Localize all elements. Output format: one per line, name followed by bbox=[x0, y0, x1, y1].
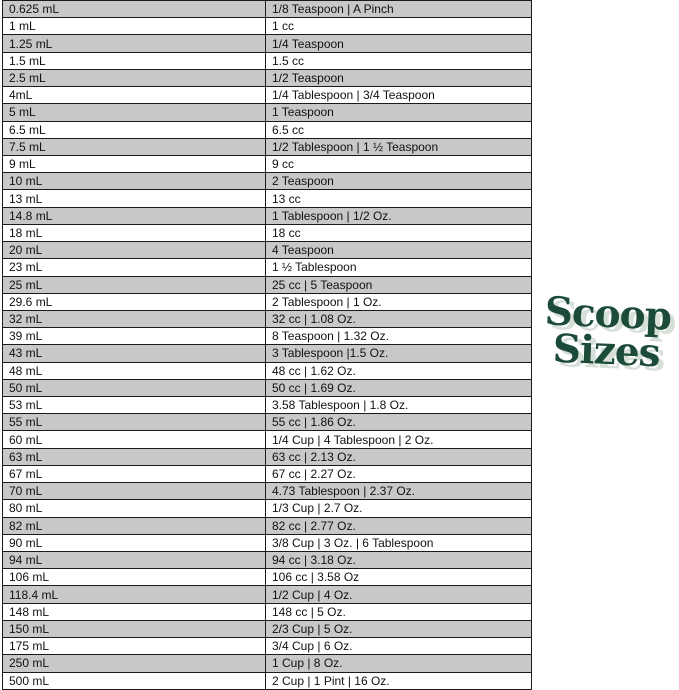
ml-cell: 6.5 mL bbox=[3, 121, 266, 138]
table-row bbox=[3, 259, 532, 276]
equivalent-cell: 3/8 Cup | 3 Oz. | 6 Tablespoon bbox=[266, 534, 532, 551]
logo-line-2: Sizes bbox=[551, 326, 661, 377]
ml-cell: 500 mL bbox=[3, 672, 266, 689]
table-row bbox=[3, 35, 532, 52]
table-row bbox=[3, 500, 532, 517]
equivalent-cell: 1 Tablespoon | 1/2 Oz. bbox=[266, 207, 532, 224]
equivalent-cell: 1 cc bbox=[266, 18, 532, 35]
ml-cell: 13 mL bbox=[3, 190, 266, 207]
equivalent-cell: 148 cc | 5 Oz. bbox=[266, 603, 532, 620]
table-row bbox=[3, 431, 532, 448]
ml-cell: 106 mL bbox=[3, 569, 266, 586]
equivalent-cell: 1/8 Teaspoon | A Pinch bbox=[266, 1, 532, 18]
conversion-table-body bbox=[3, 1, 532, 690]
ml-cell: 50 mL bbox=[3, 379, 266, 396]
ml-cell: 39 mL bbox=[3, 328, 266, 345]
ml-cell: 63 mL bbox=[3, 448, 266, 465]
ml-cell: 175 mL bbox=[3, 638, 266, 655]
ml-cell: 10 mL bbox=[3, 173, 266, 190]
equivalent-cell: 1/2 Cup | 4 Oz. bbox=[266, 586, 532, 603]
equivalent-cell: 4 Teaspoon bbox=[266, 242, 532, 259]
equivalent-cell: 106 cc | 3.58 Oz bbox=[266, 569, 532, 586]
table-row bbox=[3, 379, 532, 396]
table-row bbox=[3, 1, 532, 18]
ml-cell: 82 mL bbox=[3, 517, 266, 534]
ml-cell: 60 mL bbox=[3, 431, 266, 448]
table-row bbox=[3, 517, 532, 534]
equivalent-cell: 9 cc bbox=[266, 155, 532, 172]
table-row bbox=[3, 483, 532, 500]
ml-cell: 94 mL bbox=[3, 552, 266, 569]
table-row bbox=[3, 638, 532, 655]
equivalent-cell: 94 cc | 3.18 Oz. bbox=[266, 552, 532, 569]
logo-line-1: Scoop bbox=[543, 288, 672, 340]
table-row bbox=[3, 603, 532, 620]
equivalent-cell: 13 cc bbox=[266, 190, 532, 207]
table-row bbox=[3, 310, 532, 327]
table-row bbox=[3, 448, 532, 465]
equivalent-cell: 1.5 cc bbox=[266, 52, 532, 69]
ml-cell: 32 mL bbox=[3, 310, 266, 327]
equivalent-cell: 1 Teaspoon bbox=[266, 104, 532, 121]
table-row bbox=[3, 672, 532, 689]
conversion-table bbox=[2, 0, 532, 690]
table-row bbox=[3, 121, 532, 138]
ml-cell: 9 mL bbox=[3, 155, 266, 172]
table-row bbox=[3, 207, 532, 224]
table-row bbox=[3, 173, 532, 190]
equivalent-cell: 3/4 Cup | 6 Oz. bbox=[266, 638, 532, 655]
ml-cell: 67 mL bbox=[3, 465, 266, 482]
equivalent-cell: 25 cc | 5 Teaspoon bbox=[266, 276, 532, 293]
equivalent-cell: 18 cc bbox=[266, 224, 532, 241]
ml-cell: 14.8 mL bbox=[3, 207, 266, 224]
ml-cell: 7.5 mL bbox=[3, 138, 266, 155]
ml-cell: 148 mL bbox=[3, 603, 266, 620]
equivalent-cell: 67 cc | 2.27 Oz. bbox=[266, 465, 532, 482]
table-row bbox=[3, 52, 532, 69]
ml-cell: 55 mL bbox=[3, 414, 266, 431]
equivalent-cell: 48 cc | 1.62 Oz. bbox=[266, 362, 532, 379]
table-row bbox=[3, 104, 532, 121]
equivalent-cell: 1 Cup | 8 Oz. bbox=[266, 655, 532, 672]
equivalent-cell: 4.73 Tablespoon | 2.37 Oz. bbox=[266, 483, 532, 500]
ml-cell: 150 mL bbox=[3, 620, 266, 637]
table-row bbox=[3, 465, 532, 482]
ml-cell: 5 mL bbox=[3, 104, 266, 121]
equivalent-cell: 1/2 Teaspoon bbox=[266, 69, 532, 86]
ml-cell: 23 mL bbox=[3, 259, 266, 276]
equivalent-cell: 1/4 Tablespoon | 3/4 Teaspoon bbox=[266, 87, 532, 104]
table-row bbox=[3, 655, 532, 672]
equivalent-cell: 3.58 Tablespoon | 1.8 Oz. bbox=[266, 397, 532, 414]
ml-cell: 18 mL bbox=[3, 224, 266, 241]
equivalent-cell: 55 cc | 1.86 Oz. bbox=[266, 414, 532, 431]
equivalent-cell: 2/3 Cup | 5 Oz. bbox=[266, 620, 532, 637]
table-row bbox=[3, 397, 532, 414]
table-row bbox=[3, 293, 532, 310]
equivalent-cell: 50 cc | 1.69 Oz. bbox=[266, 379, 532, 396]
table-row bbox=[3, 345, 532, 362]
ml-cell: 90 mL bbox=[3, 534, 266, 551]
ml-cell: 1.5 mL bbox=[3, 52, 266, 69]
conversion-table-wrap bbox=[2, 0, 532, 690]
ml-cell: 0.625 mL bbox=[3, 1, 266, 18]
ml-cell: 80 mL bbox=[3, 500, 266, 517]
equivalent-cell: 82 cc | 2.77 Oz. bbox=[266, 517, 532, 534]
table-row bbox=[3, 138, 532, 155]
equivalent-cell: 32 cc | 1.08 Oz. bbox=[266, 310, 532, 327]
table-row bbox=[3, 18, 532, 35]
table-row bbox=[3, 552, 532, 569]
ml-cell: 43 mL bbox=[3, 345, 266, 362]
ml-cell: 250 mL bbox=[3, 655, 266, 672]
table-row bbox=[3, 69, 532, 86]
table-row bbox=[3, 534, 532, 551]
ml-cell: 1 mL bbox=[3, 18, 266, 35]
ml-cell: 1.25 mL bbox=[3, 35, 266, 52]
scoop-sizes-logo bbox=[532, 288, 679, 377]
ml-cell: 2.5 mL bbox=[3, 69, 266, 86]
ml-cell: 53 mL bbox=[3, 397, 266, 414]
equivalent-cell: 1/3 Cup | 2.7 Oz. bbox=[266, 500, 532, 517]
equivalent-cell: 3 Tablespoon |1.5 Oz. bbox=[266, 345, 532, 362]
table-row bbox=[3, 190, 532, 207]
equivalent-cell: 2 Tablespoon | 1 Oz. bbox=[266, 293, 532, 310]
ml-cell: 118.4 mL bbox=[3, 586, 266, 603]
equivalent-cell: 63 cc | 2.13 Oz. bbox=[266, 448, 532, 465]
table-row bbox=[3, 87, 532, 104]
table-row bbox=[3, 414, 532, 431]
ml-cell: 29.6 mL bbox=[3, 293, 266, 310]
table-row bbox=[3, 586, 532, 603]
equivalent-cell: 8 Teaspoon | 1.32 Oz. bbox=[266, 328, 532, 345]
table-row bbox=[3, 224, 532, 241]
equivalent-cell: 1/4 Cup | 4 Tablespoon | 2 Oz. bbox=[266, 431, 532, 448]
ml-cell: 25 mL bbox=[3, 276, 266, 293]
table-row bbox=[3, 276, 532, 293]
equivalent-cell: 2 Teaspoon bbox=[266, 173, 532, 190]
table-row bbox=[3, 362, 532, 379]
ml-cell: 4mL bbox=[3, 87, 266, 104]
equivalent-cell: 2 Cup | 1 Pint | 16 Oz. bbox=[266, 672, 532, 689]
table-row bbox=[3, 569, 532, 586]
table-row bbox=[3, 620, 532, 637]
ml-cell: 20 mL bbox=[3, 242, 266, 259]
equivalent-cell: 6.5 cc bbox=[266, 121, 532, 138]
equivalent-cell: 1/2 Tablespoon | 1 ½ Teaspoon bbox=[266, 138, 532, 155]
table-row bbox=[3, 242, 532, 259]
equivalent-cell: 1 ½ Tablespoon bbox=[266, 259, 532, 276]
equivalent-cell: 1/4 Teaspoon bbox=[266, 35, 532, 52]
ml-cell: 70 mL bbox=[3, 483, 266, 500]
table-row bbox=[3, 155, 532, 172]
ml-cell: 48 mL bbox=[3, 362, 266, 379]
table-row bbox=[3, 328, 532, 345]
